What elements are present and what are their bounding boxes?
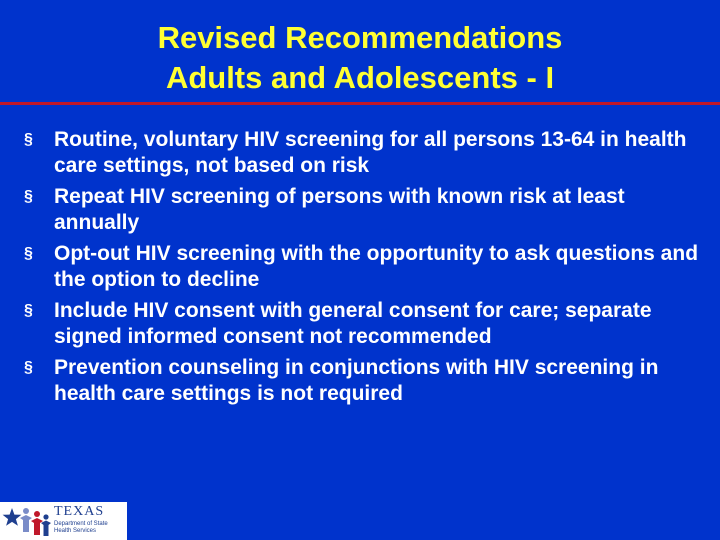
title-line-1: Revised Recommendations — [157, 20, 563, 55]
bullet-item-5 — [24, 355, 704, 407]
bullet-item-2 — [24, 184, 704, 236]
bullet-item-4 — [24, 298, 704, 350]
bullet-marker-icon: § — [24, 245, 33, 262]
slide-title — [0, 18, 720, 98]
bullet-text: Opt-out HIV screening with the opportunity to ask questions and the option to decline — [54, 242, 699, 291]
logo-subtitle: Department of State Health Services — [54, 521, 108, 534]
bullet-marker-icon: § — [24, 188, 33, 205]
bullet-list — [24, 127, 704, 412]
bullet-item-3 — [24, 241, 704, 293]
bullet-marker-icon: § — [24, 131, 33, 148]
title-divider — [0, 102, 720, 105]
logo-name: TEXAS — [54, 504, 105, 519]
bullet-item-1 — [24, 127, 704, 179]
bullet-marker-icon: § — [24, 302, 33, 319]
bullet-text: Include HIV consent with general consent for care; separate signed informed consent not recommended — [54, 299, 652, 348]
bullet-text: Repeat HIV screening of persons with known risk at least annually — [54, 185, 625, 234]
bullet-text: Prevention counseling in conjunctions with HIV screening in health care settings is not required — [54, 356, 659, 405]
bullet-text: Routine, voluntary HIV screening for all persons 13-64 in health care settings, not based on risk — [54, 128, 687, 177]
texas-star-people-icon — [0, 502, 54, 540]
title-line-2: Adults and Adolescents - I — [165, 60, 555, 95]
texas-dshs-logo — [0, 502, 127, 540]
bullet-marker-icon: § — [24, 359, 33, 376]
